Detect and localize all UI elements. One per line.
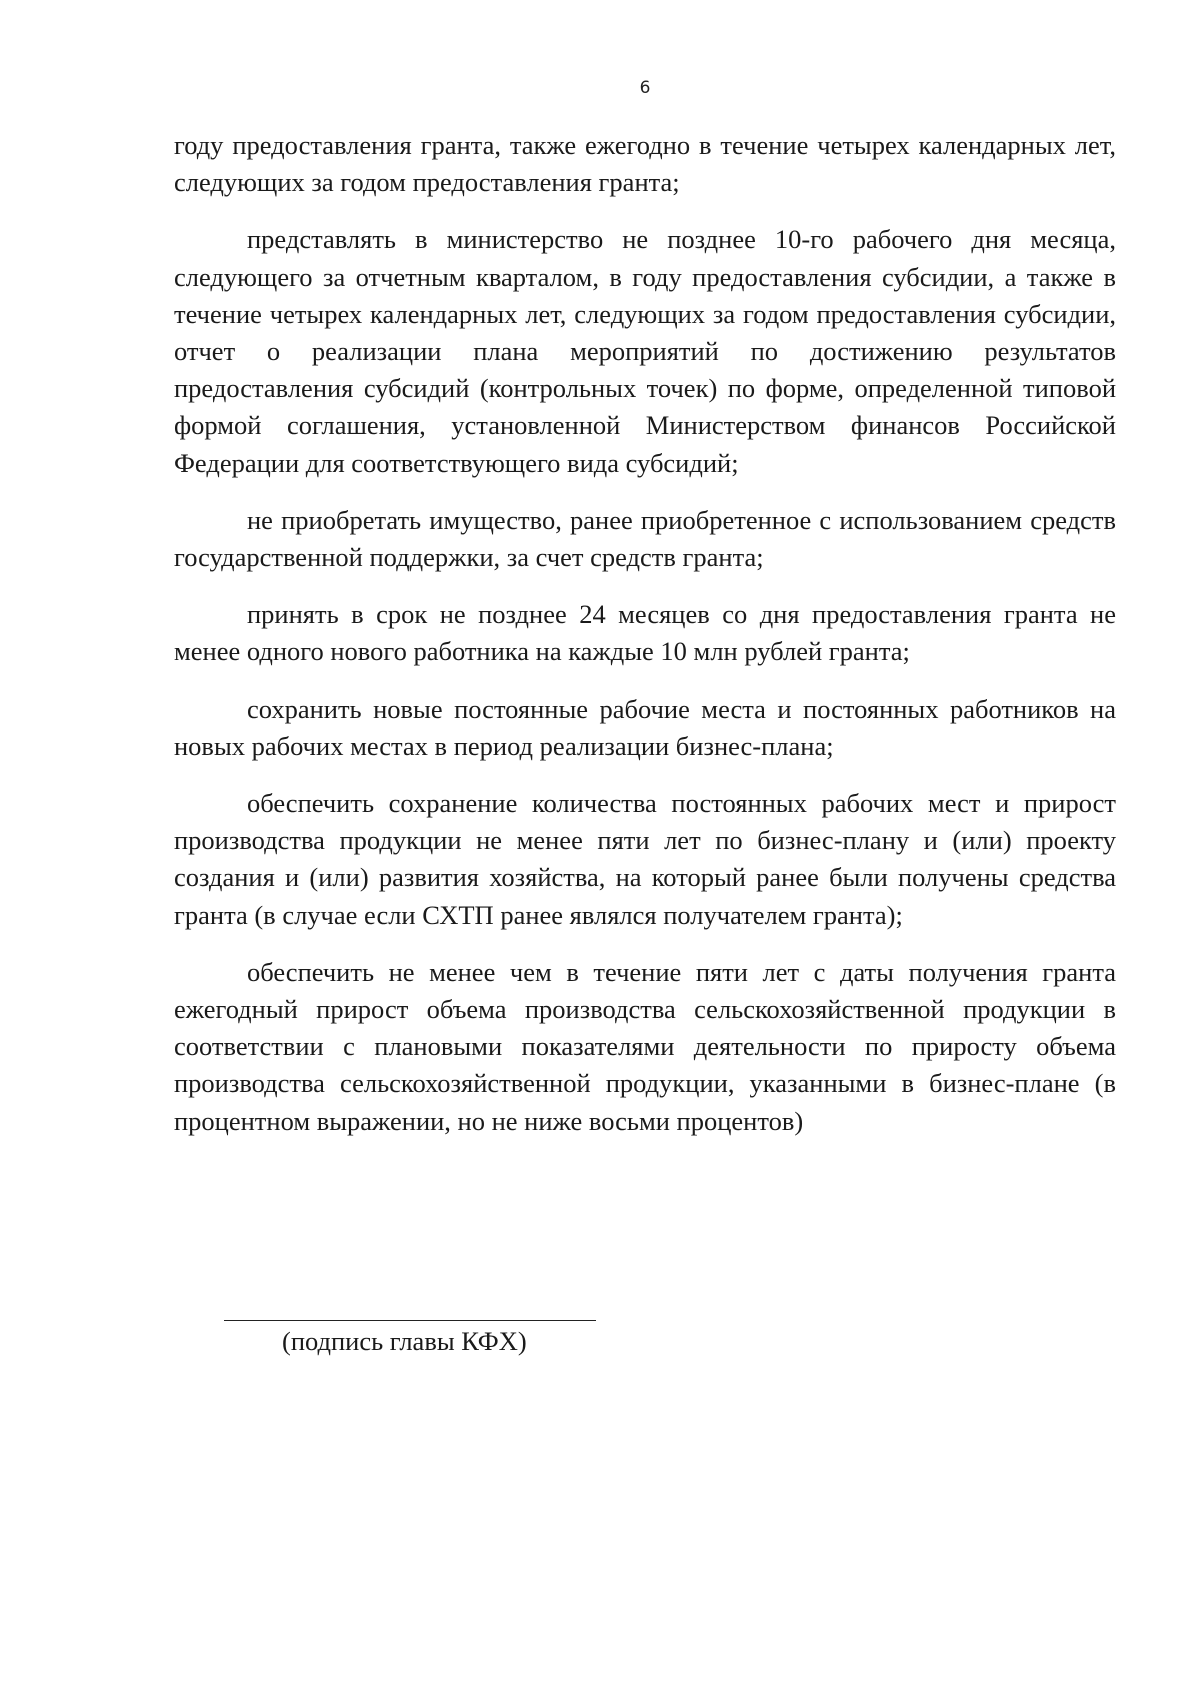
paragraph-continuation: году предоставления гранта, также ежегодно в течение четырех календарных лет, следующих за годом предоставления гранта;	[174, 130, 1116, 198]
signature-line	[224, 1320, 596, 1321]
document-body	[174, 127, 1116, 1160]
paragraph-annual-growth: обеспечить не менее чем в течение пяти лет с даты получения гранта ежегодный прирост объема производства сельскохозяйственной продукции в соответствии с плановыми показателями деятельности по приросту объема производства сельскохозяйственной продукции, указанными в бизнес-плане (в процентном выражении, но не ниже восьми процентов)	[174, 956, 1116, 1136]
paragraph-production-growth: обеспечить сохранение количества постоянных рабочих мест и прирост производства продукции не менее пяти лет по бизнес-плану и (или) проекту создания и (или) развития хозяйства, на который ранее были получены средства гранта (в случае если СХТП ранее являлся получателем гранта);	[174, 788, 1116, 930]
signature-caption: (подпись главы КФХ)	[282, 1326, 527, 1356]
paragraph-property-restriction: не приобретать имущество, ранее приобретенное с использованием средств государственной поддержки, за счет средств гранта;	[174, 504, 1116, 573]
paragraph-hiring-obligation: принять в срок не позднее 24 месяцев со дня предоставления гранта не менее одного нового работника на каждые 10 млн рублей гранта;	[174, 599, 1116, 667]
paragraph-reporting-obligation: представлять в министерство не позднее 10-го рабочего дня месяца, следующего за отчетным кварталом, в году предоставления субсидии, а также в течение четырех календарных лет, следующих за годом предоставления субсидии, отчет о реализации плана мероприятий по достижению результатов предоставления субсидий (контрольных точек) по форме, определенной типовой формой соглашения, установленной Министерством финансов Российской Федерации для соответствующего вида субсидий;	[174, 224, 1116, 478]
paragraph-jobs-retention: сохранить новые постоянные рабочие места и постоянных работников на новых рабочих местах в период реализации бизнес-плана;	[174, 693, 1116, 761]
page-number: 6	[639, 78, 651, 98]
